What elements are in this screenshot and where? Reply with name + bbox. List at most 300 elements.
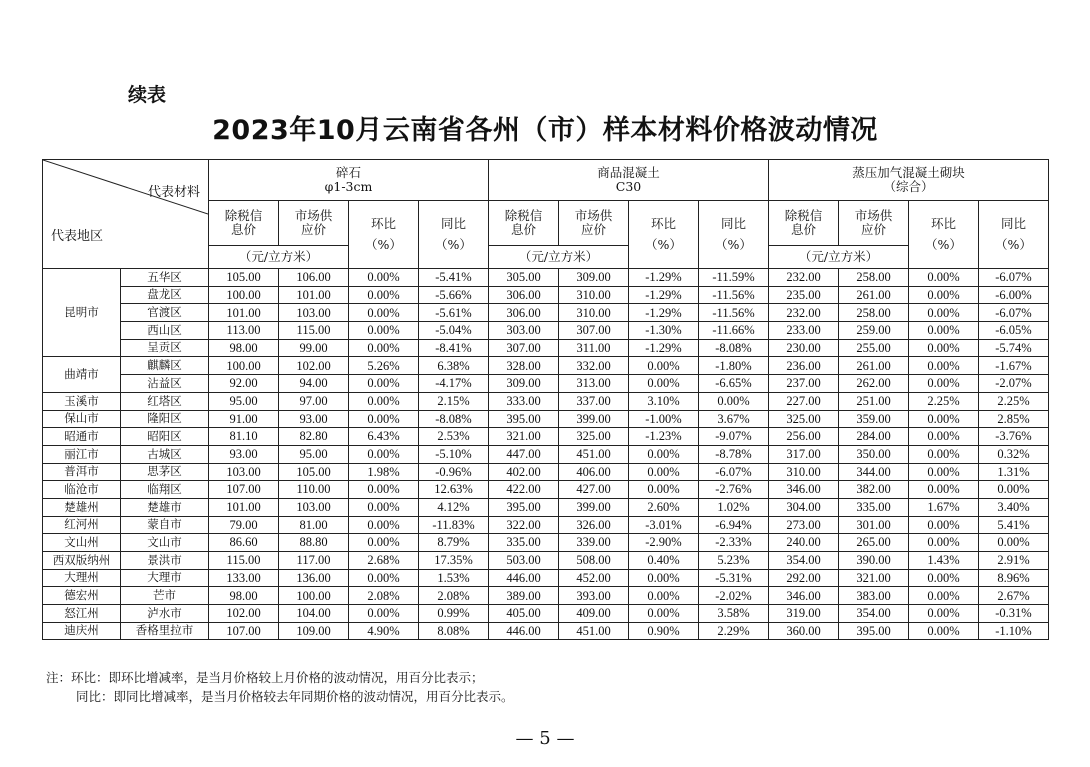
value-cell: 102.00 <box>279 357 349 375</box>
value-cell: 0.00% <box>909 286 979 304</box>
city-cell: 临沧市 <box>43 481 121 499</box>
value-cell: 0.00% <box>909 375 979 393</box>
group-name: 商品混凝土 <box>597 164 660 180</box>
value-cell: 337.00 <box>559 392 629 410</box>
yoy-header <box>419 201 489 269</box>
table-row <box>43 375 1049 393</box>
value-cell: 259.00 <box>839 322 909 340</box>
value-cell: 1.31% <box>979 463 1049 481</box>
value-cell: 307.00 <box>559 322 629 340</box>
value-cell: -8.78% <box>699 445 769 463</box>
table-row <box>43 286 1049 304</box>
value-cell: 103.00 <box>279 304 349 322</box>
value-cell: 399.00 <box>559 498 629 516</box>
table-row <box>43 463 1049 481</box>
value-cell: 82.80 <box>279 428 349 446</box>
value-cell: 237.00 <box>769 375 839 393</box>
value-cell: 335.00 <box>839 498 909 516</box>
district-cell: 文山市 <box>121 534 209 552</box>
district-cell: 西山区 <box>121 322 209 340</box>
value-cell: 313.00 <box>559 375 629 393</box>
district-cell: 思茅区 <box>121 463 209 481</box>
value-cell: 0.00% <box>629 587 699 605</box>
value-cell: 427.00 <box>559 481 629 499</box>
value-cell: -1.00% <box>629 410 699 428</box>
value-cell: 8.96% <box>979 569 1049 587</box>
value-cell: 354.00 <box>839 605 909 623</box>
value-cell: 93.00 <box>279 410 349 428</box>
value-cell: 0.00% <box>629 481 699 499</box>
value-cell: 0.90% <box>629 622 699 640</box>
value-cell: 86.60 <box>209 534 279 552</box>
value-cell: 2.67% <box>979 587 1049 605</box>
value-cell: -2.33% <box>699 534 769 552</box>
mom-header <box>909 201 979 269</box>
value-cell: 2.91% <box>979 552 1049 570</box>
city-cell: 丽江市 <box>43 445 121 463</box>
market-price-label-1: 市场供 <box>294 207 333 223</box>
table-row <box>43 322 1049 340</box>
value-cell: 447.00 <box>489 445 559 463</box>
city-cell: 楚雄州 <box>43 498 121 516</box>
value-cell: 261.00 <box>839 357 909 375</box>
table-row <box>43 569 1049 587</box>
district-cell: 香格里拉市 <box>121 622 209 640</box>
city-cell: 保山市 <box>43 410 121 428</box>
value-cell: 0.00% <box>349 392 419 410</box>
value-cell: 328.00 <box>489 357 559 375</box>
continued-label: 续表 <box>128 84 167 106</box>
market-price-label-1: 市场供 <box>854 207 893 223</box>
city-cell: 怒江州 <box>43 605 121 623</box>
value-cell: 309.00 <box>489 375 559 393</box>
unit-header: （元/立方米） <box>489 246 629 269</box>
value-cell: 0.99% <box>419 605 489 623</box>
mom-pct: （%） <box>645 236 682 252</box>
yoy-pct: （%） <box>435 236 472 252</box>
value-cell: 310.00 <box>559 304 629 322</box>
tax-price-label-1: 除税信 <box>784 207 823 223</box>
tax-price-label-1: 除税信 <box>504 207 543 223</box>
value-cell: 0.00% <box>909 481 979 499</box>
value-cell: 0.00% <box>909 445 979 463</box>
value-cell: 115.00 <box>209 552 279 570</box>
value-cell: 6.43% <box>349 428 419 446</box>
table-row <box>43 498 1049 516</box>
value-cell: 98.00 <box>209 587 279 605</box>
mom-label: 环比 <box>370 216 396 232</box>
value-cell: -6.05% <box>979 322 1049 340</box>
value-cell: 0.00% <box>629 375 699 393</box>
value-cell: -11.83% <box>419 516 489 534</box>
table-row <box>43 516 1049 534</box>
city-cell: 玉溪市 <box>43 392 121 410</box>
value-cell: 2.68% <box>349 552 419 570</box>
group-name: 碎石 <box>335 164 361 180</box>
value-cell: 0.00% <box>979 481 1049 499</box>
value-cell: 310.00 <box>559 286 629 304</box>
value-cell: 305.00 <box>489 269 559 287</box>
value-cell: 117.00 <box>279 552 349 570</box>
value-cell: 99.00 <box>279 339 349 357</box>
group-spec: φ1-3cm <box>324 179 373 194</box>
value-cell: 109.00 <box>279 622 349 640</box>
value-cell: -1.67% <box>979 357 1049 375</box>
value-cell: 306.00 <box>489 286 559 304</box>
page-title: 2023年10月云南省各州（市）样本材料价格波动情况 <box>212 115 878 146</box>
value-cell: 0.00% <box>909 587 979 605</box>
value-cell: 382.00 <box>839 481 909 499</box>
city-cell: 普洱市 <box>43 463 121 481</box>
value-cell: 2.08% <box>349 587 419 605</box>
district-cell: 楚雄市 <box>121 498 209 516</box>
value-cell: 389.00 <box>489 587 559 605</box>
value-cell: 0.40% <box>629 552 699 570</box>
market-price-label-2: 应价 <box>580 222 606 237</box>
value-cell: 265.00 <box>839 534 909 552</box>
value-cell: 105.00 <box>279 463 349 481</box>
value-cell: 2.85% <box>979 410 1049 428</box>
value-cell: -1.29% <box>629 269 699 287</box>
value-cell: 2.15% <box>419 392 489 410</box>
value-cell: 0.00% <box>909 463 979 481</box>
value-cell: -1.29% <box>629 286 699 304</box>
value-cell: -11.56% <box>699 304 769 322</box>
value-cell: 235.00 <box>769 286 839 304</box>
tax-price-header <box>769 201 839 246</box>
city-cell: 德宏州 <box>43 587 121 605</box>
value-cell: 321.00 <box>489 428 559 446</box>
value-cell: -2.07% <box>979 375 1049 393</box>
value-cell: 0.00% <box>909 622 979 640</box>
value-cell: 81.00 <box>279 516 349 534</box>
value-cell: 103.00 <box>279 498 349 516</box>
value-cell: 422.00 <box>489 481 559 499</box>
table-row <box>43 339 1049 357</box>
value-cell: -6.00% <box>979 286 1049 304</box>
diagonal-line <box>43 160 208 268</box>
value-cell: 319.00 <box>769 605 839 623</box>
yoy-label: 同比 <box>1000 216 1026 232</box>
table-row <box>43 534 1049 552</box>
value-cell: 230.00 <box>769 339 839 357</box>
value-cell: 325.00 <box>769 410 839 428</box>
value-cell: 0.00% <box>349 410 419 428</box>
table-row <box>43 357 1049 375</box>
value-cell: 94.00 <box>279 375 349 393</box>
value-cell: 100.00 <box>279 587 349 605</box>
value-cell: -6.07% <box>699 463 769 481</box>
note-mom: 注：环比：即环比增减率，是当月价格较上月价格的波动情况，用百分比表示； <box>46 670 484 685</box>
value-cell: 346.00 <box>769 587 839 605</box>
market-price-label-2: 应价 <box>300 222 326 237</box>
table-row <box>43 605 1049 623</box>
mom-label: 环比 <box>930 216 956 232</box>
value-cell: 236.00 <box>769 357 839 375</box>
unit-header: （元/立方米） <box>769 246 909 269</box>
value-cell: 3.58% <box>699 605 769 623</box>
value-cell: 1.43% <box>909 552 979 570</box>
district-cell: 临翔区 <box>121 481 209 499</box>
table-row <box>43 481 1049 499</box>
value-cell: -3.76% <box>979 428 1049 446</box>
value-cell: 101.00 <box>209 304 279 322</box>
mom-pct: （%） <box>925 236 962 252</box>
district-cell: 盘龙区 <box>121 286 209 304</box>
header-corner-cell <box>43 160 209 269</box>
value-cell: 335.00 <box>489 534 559 552</box>
value-cell: 5.26% <box>349 357 419 375</box>
value-cell: -2.76% <box>699 481 769 499</box>
value-cell: 103.00 <box>209 463 279 481</box>
value-cell: 0.00% <box>349 304 419 322</box>
value-cell: 88.80 <box>279 534 349 552</box>
value-cell: 1.98% <box>349 463 419 481</box>
district-cell: 红塔区 <box>121 392 209 410</box>
district-cell: 泸水市 <box>121 605 209 623</box>
value-cell: -6.07% <box>979 304 1049 322</box>
value-cell: 402.00 <box>489 463 559 481</box>
table-row <box>43 304 1049 322</box>
value-cell: 1.53% <box>419 569 489 587</box>
value-cell: 106.00 <box>279 269 349 287</box>
value-cell: 2.53% <box>419 428 489 446</box>
city-cell: 迪庆州 <box>43 622 121 640</box>
value-cell: 311.00 <box>559 339 629 357</box>
value-cell: 325.00 <box>559 428 629 446</box>
value-cell: -11.56% <box>699 286 769 304</box>
table-row <box>43 622 1049 640</box>
value-cell: -4.17% <box>419 375 489 393</box>
value-cell: 0.00% <box>629 357 699 375</box>
value-cell: -8.41% <box>419 339 489 357</box>
table-row <box>43 428 1049 446</box>
value-cell: 405.00 <box>489 605 559 623</box>
value-cell: -9.07% <box>699 428 769 446</box>
value-cell: 292.00 <box>769 569 839 587</box>
value-cell: 262.00 <box>839 375 909 393</box>
group-name: 蒸压加气混凝土砌块 <box>852 164 965 180</box>
group-header-concrete <box>489 160 769 201</box>
unit-header: （元/立方米） <box>209 246 349 269</box>
value-cell: -5.04% <box>419 322 489 340</box>
value-cell: 0.00% <box>979 534 1049 552</box>
market-price-label-1: 市场供 <box>574 207 613 223</box>
value-cell: 406.00 <box>559 463 629 481</box>
value-cell: 304.00 <box>769 498 839 516</box>
price-table <box>42 159 1049 640</box>
value-cell: 350.00 <box>839 445 909 463</box>
value-cell: 0.32% <box>979 445 1049 463</box>
value-cell: 399.00 <box>559 410 629 428</box>
value-cell: 452.00 <box>559 569 629 587</box>
market-price-header <box>279 201 349 246</box>
district-cell: 景洪市 <box>121 552 209 570</box>
tax-price-label-2: 息价 <box>790 222 816 237</box>
value-cell: 0.00% <box>629 605 699 623</box>
value-cell: 97.00 <box>279 392 349 410</box>
group-spec: C30 <box>615 179 642 194</box>
group-header-gravel <box>209 160 489 201</box>
value-cell: 0.00% <box>909 534 979 552</box>
yoy-pct: （%） <box>715 236 752 252</box>
value-cell: -0.31% <box>979 605 1049 623</box>
value-cell: 93.00 <box>209 445 279 463</box>
value-cell: 1.67% <box>909 498 979 516</box>
value-cell: 395.00 <box>489 498 559 516</box>
value-cell: 101.00 <box>279 286 349 304</box>
value-cell: 0.00% <box>909 357 979 375</box>
value-cell: 107.00 <box>209 481 279 499</box>
value-cell: 446.00 <box>489 569 559 587</box>
value-cell: 261.00 <box>839 286 909 304</box>
value-cell: -6.65% <box>699 375 769 393</box>
value-cell: 107.00 <box>209 622 279 640</box>
value-cell: 273.00 <box>769 516 839 534</box>
value-cell: 8.79% <box>419 534 489 552</box>
value-cell: 3.10% <box>629 392 699 410</box>
value-cell: -11.59% <box>699 269 769 287</box>
value-cell: 339.00 <box>559 534 629 552</box>
city-cell: 大理州 <box>43 569 121 587</box>
tax-price-header <box>489 201 559 246</box>
table-row <box>43 445 1049 463</box>
value-cell: 115.00 <box>279 322 349 340</box>
value-cell: 359.00 <box>839 410 909 428</box>
city-cell: 红河州 <box>43 516 121 534</box>
value-cell: 508.00 <box>559 552 629 570</box>
value-cell: 0.00% <box>909 428 979 446</box>
value-cell: -1.80% <box>699 357 769 375</box>
value-cell: 255.00 <box>839 339 909 357</box>
value-cell: 105.00 <box>209 269 279 287</box>
yoy-pct: （%） <box>995 236 1032 252</box>
value-cell: 2.60% <box>629 498 699 516</box>
mom-header <box>629 201 699 269</box>
value-cell: 0.00% <box>349 481 419 499</box>
district-cell: 沾益区 <box>121 375 209 393</box>
value-cell: 233.00 <box>769 322 839 340</box>
value-cell: 2.29% <box>699 622 769 640</box>
value-cell: 393.00 <box>559 587 629 605</box>
district-cell: 古城区 <box>121 445 209 463</box>
value-cell: 0.00% <box>349 569 419 587</box>
value-cell: 256.00 <box>769 428 839 446</box>
table-row <box>43 269 1049 287</box>
tax-price-label-2: 息价 <box>230 222 256 237</box>
city-cell: 昭通市 <box>43 428 121 446</box>
city-cell: 西双版纳州 <box>43 552 121 570</box>
group-header-block <box>769 160 1049 201</box>
value-cell: 113.00 <box>209 322 279 340</box>
value-cell: 0.00% <box>349 534 419 552</box>
market-price-label-2: 应价 <box>860 222 886 237</box>
district-cell: 呈贡区 <box>121 339 209 357</box>
value-cell: 0.00% <box>909 410 979 428</box>
value-cell: 91.00 <box>209 410 279 428</box>
value-cell: 395.00 <box>839 622 909 640</box>
value-cell: 136.00 <box>279 569 349 587</box>
mom-label: 环比 <box>650 216 676 232</box>
value-cell: 0.00% <box>349 269 419 287</box>
table-row <box>43 410 1049 428</box>
district-cell: 官渡区 <box>121 304 209 322</box>
district-cell: 麒麟区 <box>121 357 209 375</box>
yoy-header <box>979 201 1049 269</box>
value-cell: 79.00 <box>209 516 279 534</box>
value-cell: 344.00 <box>839 463 909 481</box>
value-cell: 310.00 <box>769 463 839 481</box>
value-cell: 284.00 <box>839 428 909 446</box>
value-cell: 0.00% <box>349 375 419 393</box>
value-cell: 232.00 <box>769 304 839 322</box>
value-cell: -2.90% <box>629 534 699 552</box>
city-cell: 昆明市 <box>43 269 121 357</box>
value-cell: -1.10% <box>979 622 1049 640</box>
market-price-header <box>839 201 909 246</box>
value-cell: 1.02% <box>699 498 769 516</box>
value-cell: -2.02% <box>699 587 769 605</box>
value-cell: 0.00% <box>349 445 419 463</box>
value-cell: 317.00 <box>769 445 839 463</box>
value-cell: 81.10 <box>209 428 279 446</box>
value-cell: 2.25% <box>909 392 979 410</box>
value-cell: 3.67% <box>699 410 769 428</box>
tax-price-header <box>209 201 279 246</box>
value-cell: 390.00 <box>839 552 909 570</box>
yoy-label: 同比 <box>440 216 466 232</box>
value-cell: 321.00 <box>839 569 909 587</box>
table-row <box>43 392 1049 410</box>
district-cell: 隆阳区 <box>121 410 209 428</box>
value-cell: 0.00% <box>909 304 979 322</box>
value-cell: -5.61% <box>419 304 489 322</box>
notes <box>46 668 514 706</box>
value-cell: -5.74% <box>979 339 1049 357</box>
value-cell: 110.00 <box>279 481 349 499</box>
value-cell: 5.41% <box>979 516 1049 534</box>
value-cell: 309.00 <box>559 269 629 287</box>
value-cell: 258.00 <box>839 304 909 322</box>
value-cell: 451.00 <box>559 445 629 463</box>
value-cell: -1.29% <box>629 339 699 357</box>
value-cell: 95.00 <box>209 392 279 410</box>
material-label: 代表材料 <box>147 185 200 200</box>
district-cell: 昭阳区 <box>121 428 209 446</box>
value-cell: -5.66% <box>419 286 489 304</box>
value-cell: 354.00 <box>769 552 839 570</box>
value-cell: 0.00% <box>629 445 699 463</box>
value-cell: 503.00 <box>489 552 559 570</box>
value-cell: 0.00% <box>349 339 419 357</box>
value-cell: 446.00 <box>489 622 559 640</box>
city-cell: 文山州 <box>43 534 121 552</box>
value-cell: 2.25% <box>979 392 1049 410</box>
value-cell: 0.00% <box>909 322 979 340</box>
value-cell: 303.00 <box>489 322 559 340</box>
value-cell: 133.00 <box>209 569 279 587</box>
value-cell: 95.00 <box>279 445 349 463</box>
district-cell: 芒市 <box>121 587 209 605</box>
value-cell: 0.00% <box>909 339 979 357</box>
value-cell: -1.29% <box>629 304 699 322</box>
region-label: 代表地区 <box>51 229 104 244</box>
value-cell: 0.00% <box>629 569 699 587</box>
tax-price-label-1: 除税信 <box>224 207 263 223</box>
value-cell: 101.00 <box>209 498 279 516</box>
value-cell: 2.08% <box>419 587 489 605</box>
page-number: — 5 — <box>515 728 575 749</box>
